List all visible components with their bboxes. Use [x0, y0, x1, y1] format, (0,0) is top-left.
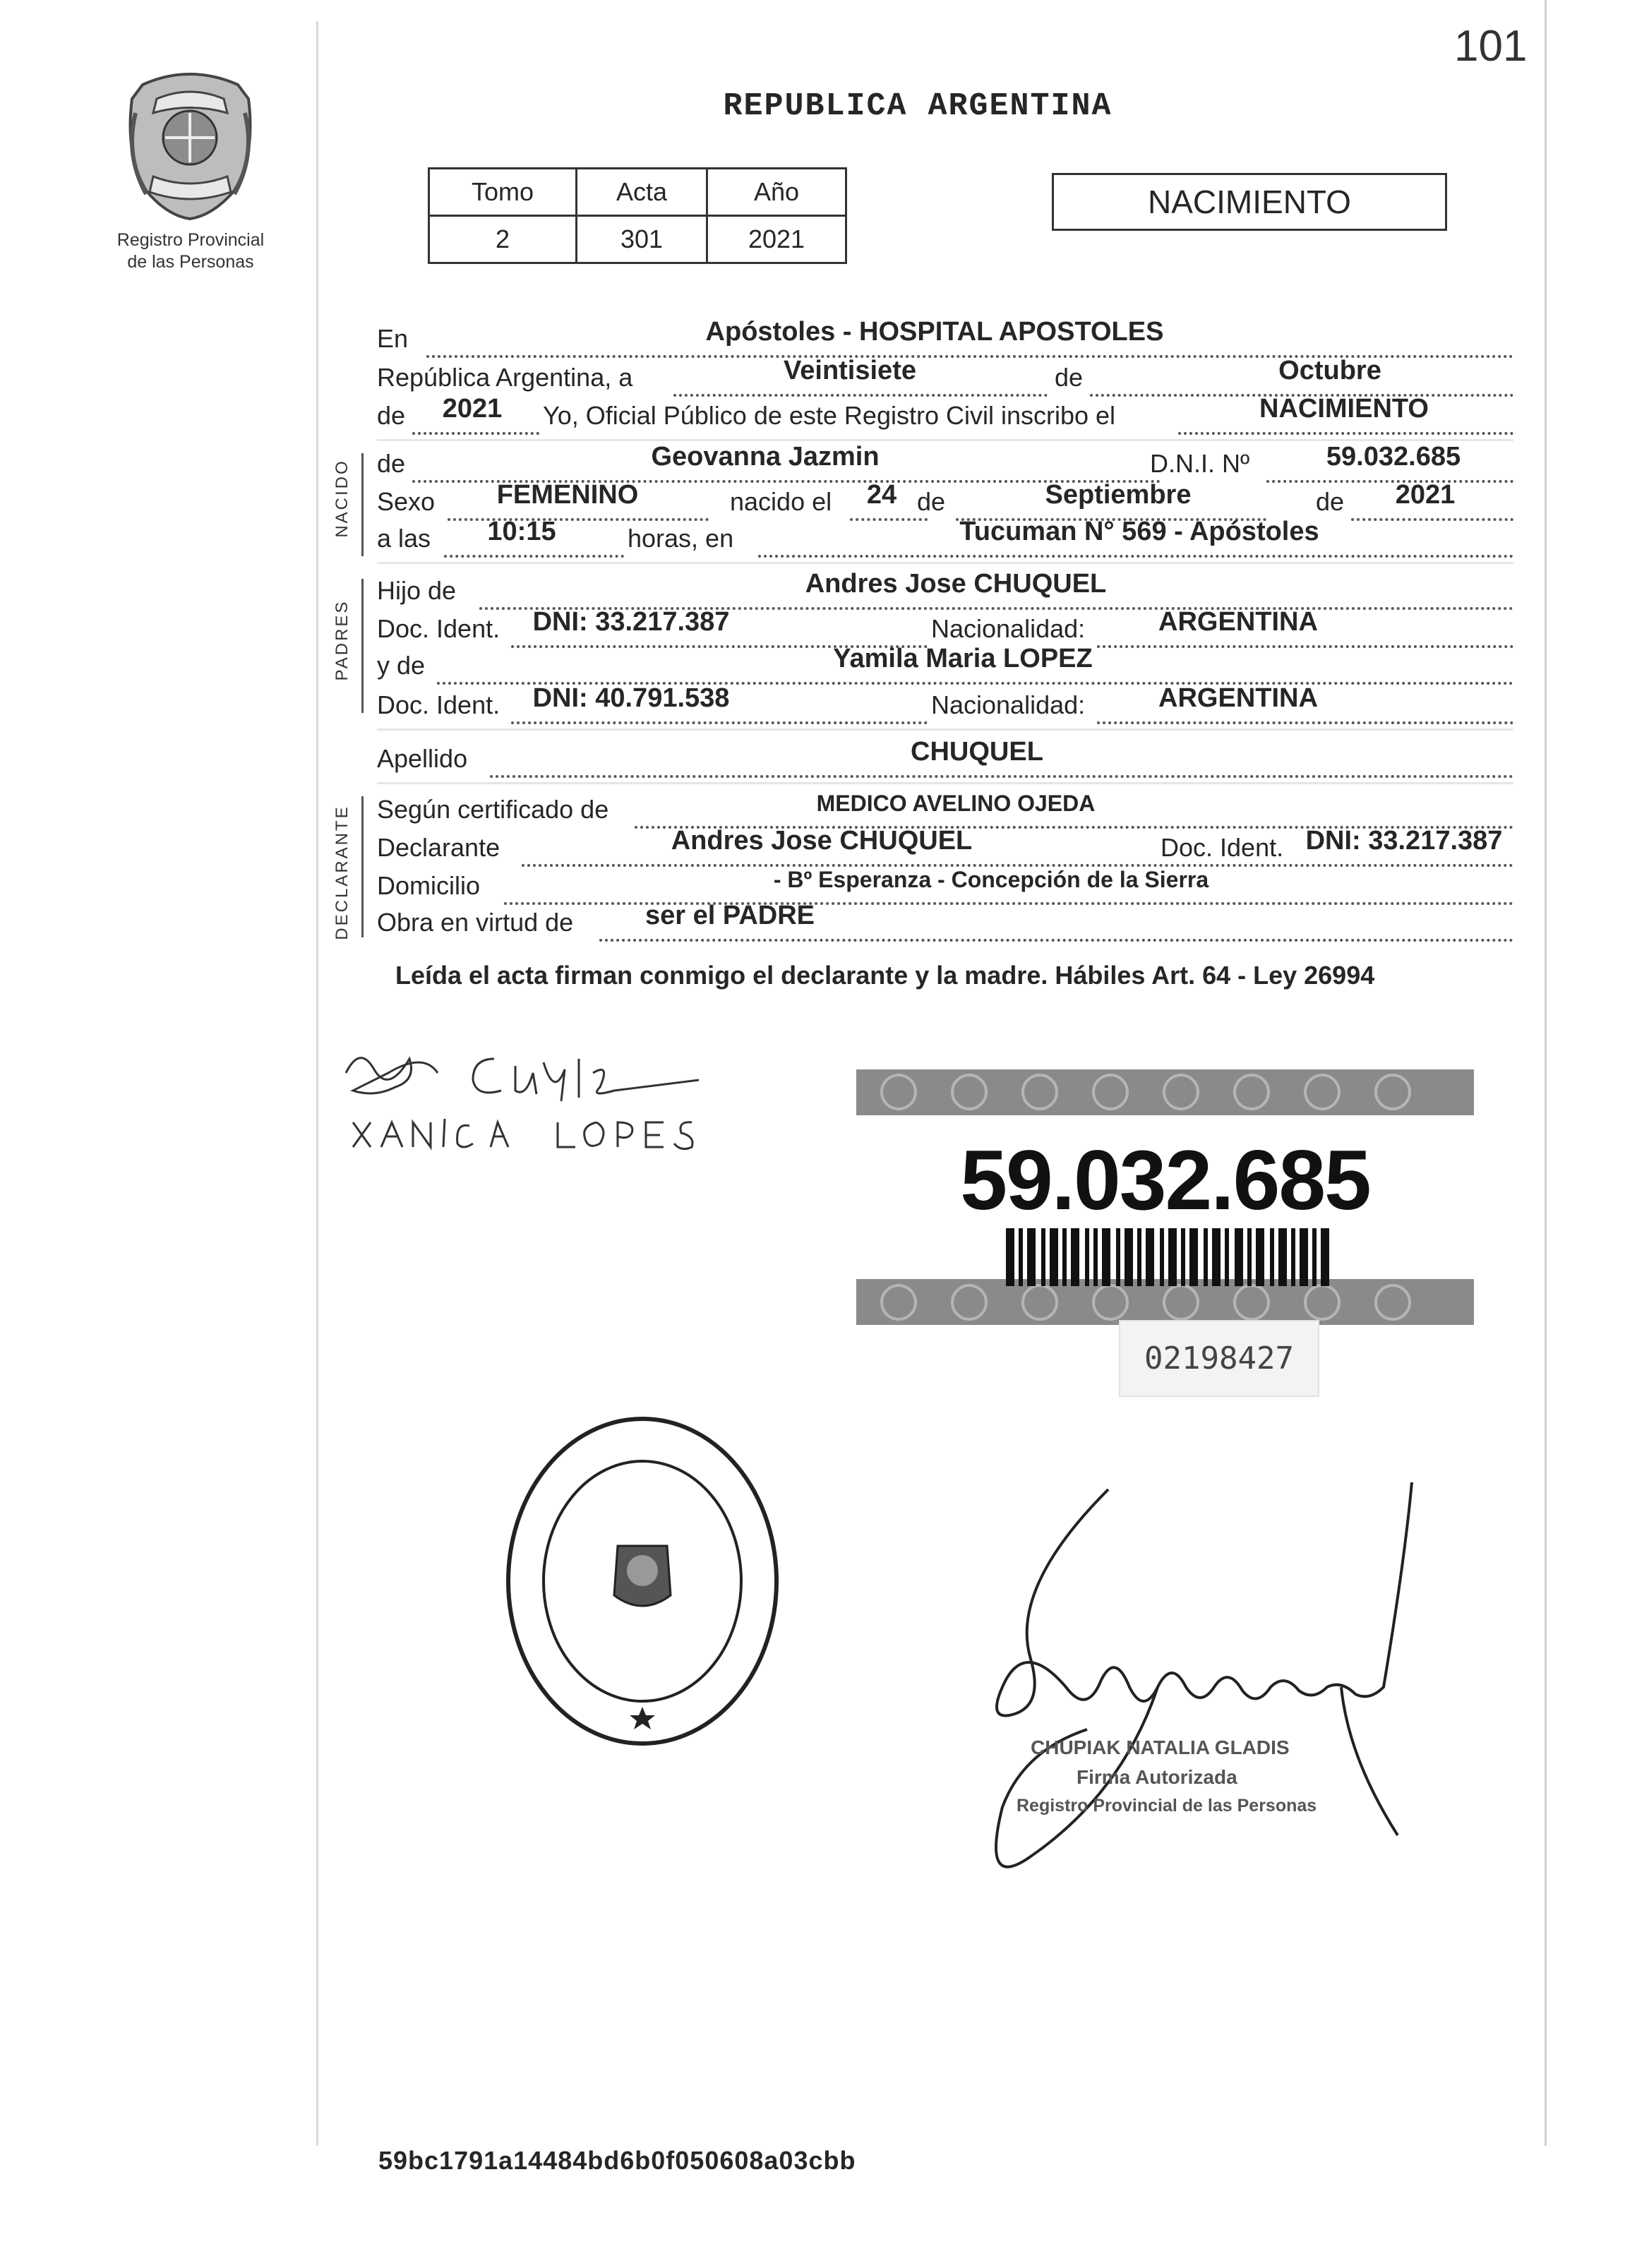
- left-margin-line: [316, 21, 318, 2146]
- father-name-value: Andres Jose CHUQUEL: [805, 569, 1107, 599]
- document-title: REPUBLICA ARGENTINA: [723, 88, 1113, 124]
- serial-number-sticker: 02198427: [1119, 1320, 1319, 1397]
- section-bar: [361, 796, 364, 937]
- official-signature-icon: [946, 1475, 1461, 1955]
- horas-label: horas, en: [628, 524, 734, 553]
- apellido-label: Apellido: [377, 744, 468, 773]
- anio-header: Año: [707, 169, 846, 216]
- handwritten-signatures-icon: [332, 1031, 791, 1179]
- dotted-line: [511, 721, 928, 724]
- certificate-value: MEDICO AVELINO OJEDA: [816, 791, 1096, 816]
- sexo-value: FEMENINO: [496, 480, 639, 510]
- surname-row: [377, 737, 1513, 785]
- doc-ident-label: Doc. Ident.: [377, 614, 500, 643]
- officer-row: [377, 394, 1513, 442]
- official-organization: Registro Provincial de las Personas: [1017, 1796, 1317, 1816]
- obra-label: Obra en virtud de: [377, 908, 574, 937]
- birth-day-value: 24: [866, 480, 897, 510]
- provincia-de-misiones-coat-of-arms-icon: [114, 71, 266, 222]
- child-dni-value: 59.032.685: [1326, 442, 1461, 472]
- act-value: NACIMIENTO: [1259, 394, 1429, 424]
- separator: [377, 782, 1513, 784]
- year-value: 2021: [442, 394, 503, 424]
- mother-nat-value: ARGENTINA: [1158, 683, 1318, 713]
- certificado-label: Según certificado de: [377, 795, 609, 824]
- dotted-line: [599, 939, 1513, 942]
- dotted-line: [1097, 721, 1513, 724]
- domicilio-label: Domicilio: [377, 871, 481, 900]
- republica-label: República Argentina, a: [377, 363, 633, 392]
- dotted-line: [444, 555, 624, 558]
- de-label: de: [1055, 363, 1084, 392]
- tomo-header: Tomo: [429, 169, 577, 216]
- time-place-row: [377, 517, 1513, 565]
- dotted-line: [490, 775, 1513, 778]
- father-doc-value: DNI: 33.217.387: [532, 607, 730, 637]
- section-bar: [361, 579, 364, 713]
- birth-month-value: Septiembre: [1045, 480, 1192, 510]
- officer-text: Yo, Oficial Público de este Registro Civil inscribo el: [543, 401, 1116, 430]
- birth-address-value: Tucuman N° 569 - Apóstoles: [959, 517, 1319, 546]
- separator: [377, 439, 1513, 441]
- legal-text: Leída el acta firman conmigo el declarante y la madre. Hábiles Art. 64 - Ley 26994: [395, 961, 1375, 990]
- mother-doc-value: DNI: 40.791.538: [532, 683, 730, 713]
- place-value: Apóstoles - HOSPITAL APOSTOLES: [705, 317, 1164, 347]
- nacionalidad-label: Nacionalidad:: [931, 614, 1086, 643]
- dotted-line: [412, 432, 539, 435]
- anio-value: 2021: [707, 216, 846, 263]
- declarant-doc-value: DNI: 33.217.387: [1305, 826, 1503, 856]
- surname-value: CHUQUEL: [911, 737, 1043, 767]
- acta-header: Acta: [577, 169, 707, 216]
- birth-year-value: 2021: [1395, 480, 1456, 510]
- official-title: Firma Autorizada: [1077, 1766, 1237, 1788]
- nacido-el-label: nacido el: [730, 487, 832, 516]
- registry-line-1: Registro Provincial: [116, 230, 265, 250]
- dotted-line: [673, 394, 1048, 397]
- page-number: 101: [1454, 22, 1528, 71]
- a-las-label: a las: [377, 524, 431, 553]
- dni-label-card: [856, 1069, 1474, 1325]
- dotted-line: [758, 555, 1513, 558]
- y-de-label: y de: [377, 651, 426, 680]
- padres-section-label: PADRES: [332, 599, 352, 681]
- dni-label: D.N.I. Nº: [1150, 449, 1250, 478]
- day-words-value: Veintisiete: [784, 356, 916, 385]
- doc-ident-label: Doc. Ident.: [1161, 833, 1284, 862]
- mother-name-value: Yamila Maria LOPEZ: [833, 644, 1093, 673]
- declarante-section-label: DECLARANTE: [332, 805, 352, 940]
- declarant-name-value: Andres Jose CHUQUEL: [671, 826, 973, 856]
- tomo-value: 2: [429, 216, 577, 263]
- barcode-icon: [1006, 1228, 1331, 1286]
- coat-of-arms-stamp-icon: [494, 1405, 791, 1758]
- registration-table: [428, 167, 847, 264]
- right-margin-line: [1545, 0, 1547, 2146]
- act-type-box: NACIMIENTO: [1052, 173, 1447, 231]
- child-name-value: Geovanna Jazmin: [651, 442, 880, 472]
- birth-time-value: 10:15: [487, 517, 556, 546]
- dni-number: 59.032.685: [960, 1133, 1370, 1228]
- acta-value: 301: [577, 216, 707, 263]
- father-nat-value: ARGENTINA: [1158, 607, 1318, 637]
- en-label: En: [377, 324, 409, 353]
- separator: [377, 562, 1513, 564]
- separator: [377, 728, 1513, 731]
- nacido-section-label: NACIDO: [332, 459, 352, 538]
- mother-doc-row: [377, 683, 1513, 731]
- sexo-label: Sexo: [377, 487, 436, 516]
- de-label: de: [1316, 487, 1345, 516]
- de-label: de: [917, 487, 946, 516]
- de-label: de: [377, 449, 406, 478]
- registry-name: [71, 229, 311, 273]
- obra-row: [377, 901, 1513, 949]
- doc-ident-label: Doc. Ident.: [377, 690, 500, 719]
- month-value: Octubre: [1278, 356, 1381, 385]
- domicile-value: - Bº Esperanza - Concepción de la Sierra: [773, 867, 1209, 892]
- de-label: de: [377, 401, 406, 430]
- section-bar: [361, 453, 364, 556]
- registry-line-2: de las Personas: [127, 252, 254, 272]
- hijo-de-label: Hijo de: [377, 576, 457, 605]
- document-hash: 59bc1791a14484bd6b0f050608a03cbb: [378, 2146, 856, 2175]
- nacionalidad-label: Nacionalidad:: [931, 690, 1086, 719]
- declarante-label: Declarante: [377, 833, 500, 862]
- official-name: CHUPIAK NATALIA GLADIS: [1031, 1736, 1290, 1758]
- obra-value: ser el PADRE: [644, 901, 815, 930]
- dotted-line: [1178, 432, 1513, 435]
